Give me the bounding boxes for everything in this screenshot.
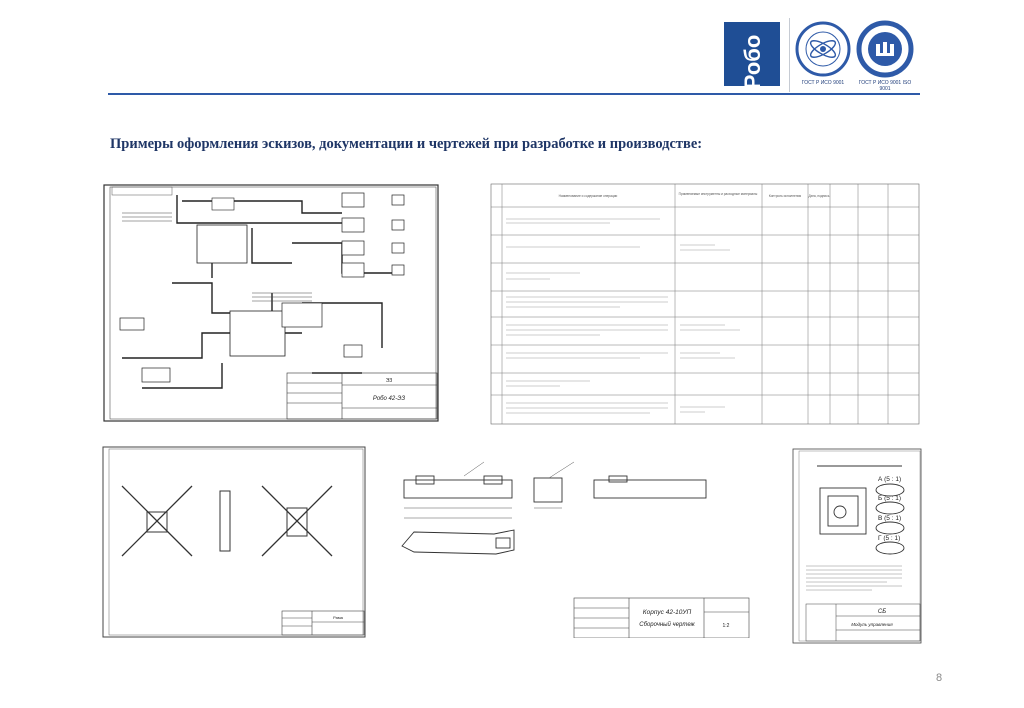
frame-stamp-title: Рама	[333, 615, 343, 620]
certificate-caption: ГОСТ Р ИСО 9001 ISO 9001	[858, 80, 912, 92]
module-view-a: А (5 : 1)	[878, 476, 902, 483]
page-title: Примеры оформления эскизов, документации и чертежей при разработке и производстве:	[110, 136, 703, 152]
svg-text:Робо: Робо	[740, 34, 765, 86]
schematic-drawing	[102, 183, 440, 423]
certificate-caption: ГОСТ Р ИСО 9001	[801, 80, 845, 86]
schematic-stamp-code: ЭЗ	[385, 378, 393, 384]
schematic-stamp-title: Робо 42-ЭЗ	[372, 396, 406, 402]
table-header: Дата, подпись	[808, 194, 830, 198]
case-stamp-subtitle: Сборочный чертеж	[639, 622, 695, 628]
certificate-quality-system	[856, 20, 914, 90]
module-view-d: Г (5 : 1)	[878, 535, 901, 542]
case-stamp-scale: 1:2	[722, 623, 730, 629]
module-view-c: В (5 : 1)	[878, 515, 902, 522]
page-number: 8	[936, 672, 943, 684]
robo-logo	[724, 22, 780, 86]
module-view-b: Б (5 : 1)	[878, 495, 902, 502]
table-header: Контроль исполнения	[768, 194, 802, 198]
table-header: Наименование и содержание операции	[558, 194, 618, 198]
frame-drawing	[102, 446, 366, 638]
table-header: Применяемые инструменты и расходные материалы	[678, 192, 758, 196]
module-stamp-title: Модуль управления	[851, 622, 893, 627]
module-stamp-code: СБ	[877, 609, 887, 615]
logo-divider	[789, 18, 790, 92]
header-rule	[108, 93, 920, 95]
certificate-rosatomregister	[794, 20, 852, 90]
case-assembly-drawing	[384, 452, 750, 638]
case-stamp-title: Корпус 42-10УП	[642, 609, 692, 616]
process-table-document	[490, 183, 920, 425]
control-module-drawing	[792, 448, 922, 644]
